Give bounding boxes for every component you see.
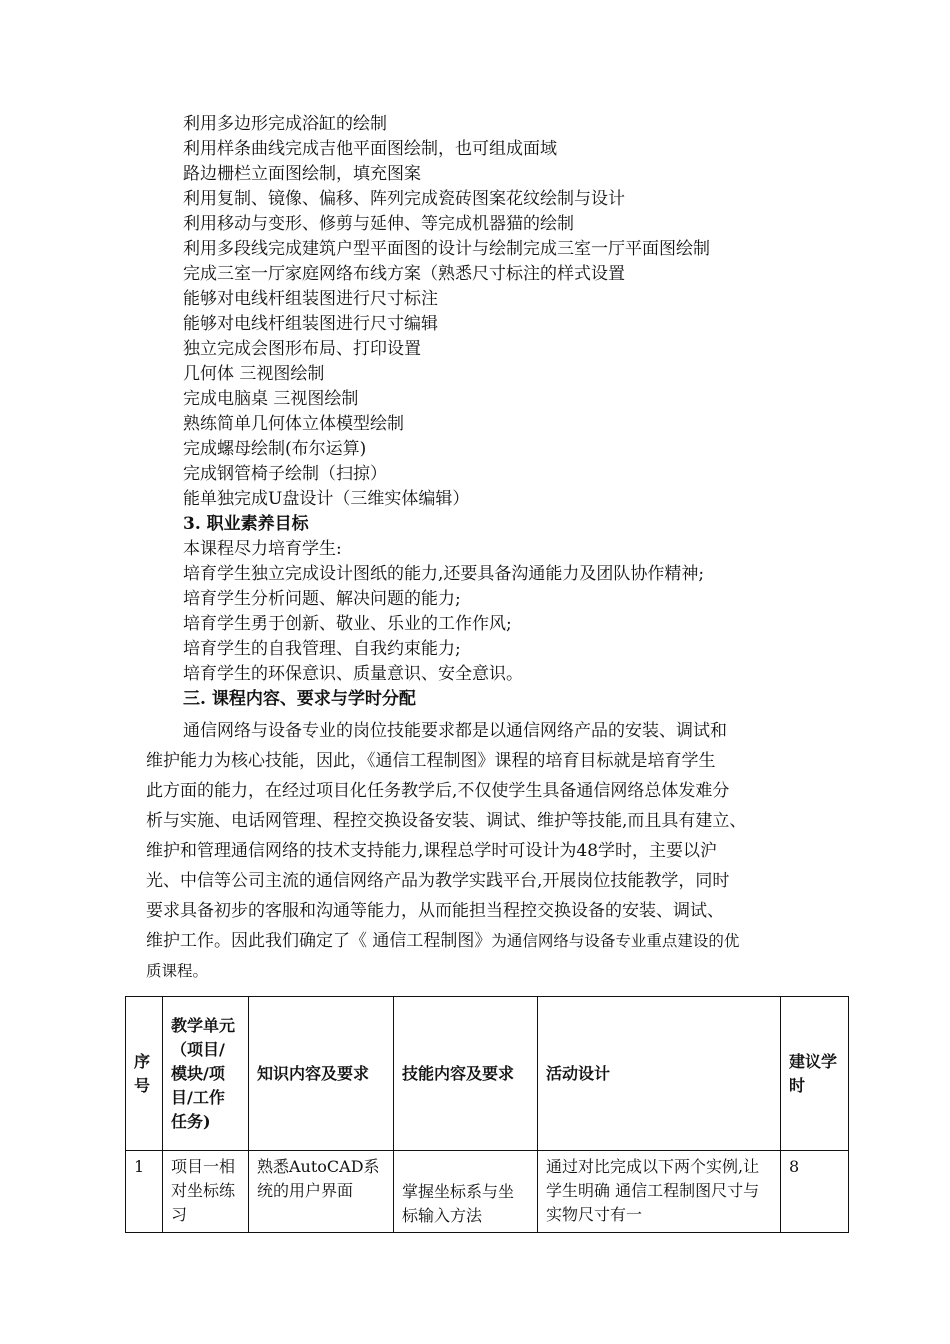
header-skill: 技能内容及要求 [394, 997, 538, 1151]
list-item: 利用样条曲线完成吉他平面图绘制，也可组成面域 [183, 139, 557, 159]
list-item: 路边栅栏立面图绘制，填充图案 [183, 164, 421, 184]
paragraph-line: 维护和管理通信网络的技术支持能力,课程总学时可设计为48学时，主要以沪 [146, 841, 718, 861]
section-heading: 3. 职业素养目标 [183, 514, 309, 534]
list-item: 培育学生独立完成设计图纸的能力,还要具备沟通能力及团队协作精神; [183, 564, 705, 584]
paragraph-line: 通信网络与设备专业的岗位技能要求都是以通信网络产品的安装、调试和 [183, 721, 727, 741]
table-row [126, 1151, 849, 1233]
list-item: 利用多边形完成浴缸的绘制 [183, 114, 387, 134]
cell-activity: 通过对比完成以下两个实例,让学生明确 通信工程制图尺寸与实物尺寸有一 [538, 1151, 781, 1233]
list-item: 几何体 三视图绘制 [183, 364, 325, 384]
paragraph-line: 光、中信等公司主流的通信网络产品为教学实践平台,开展岗位技能教学，同时 [146, 871, 730, 891]
paragraph-line: 此方面的能力，在经过项目化任务教学后,不仅使学生具备通信网络总体发难分 [146, 781, 730, 801]
table-header-row [126, 997, 849, 1151]
list-item: 能够对电线杆组装图进行尺寸标注 [183, 289, 438, 309]
paragraph-line: 要求具备初步的客服和沟通等能力，从而能担当程控交换设备的安装、调试、 [146, 901, 724, 921]
list-item: 培育学生的自我管理、自我约束能力; [183, 639, 461, 659]
list-item: 能单独完成U盘设计（三维实体编辑） [183, 489, 470, 509]
list-item: 完成电脑桌 三视图绘制 [183, 389, 359, 409]
course-table [125, 996, 849, 1233]
paragraph-line [146, 926, 739, 956]
paragraph-line: 维护能力为核心技能，因此，《通信工程制图》课程的培育目标就是培育学生 [146, 751, 716, 771]
chapter-heading: 三. 课程内容、要求与学时分配 [183, 689, 416, 709]
paragraph-text-tail: 为通信网络与设备专业重点建设的优 [491, 932, 740, 950]
cell-skill: 掌握坐标系与坐标输入方法 [394, 1151, 538, 1233]
list-item: 利用多段线完成建筑户型平面图的设计与绘制完成三室一厅平面图绘制 [183, 239, 710, 259]
header-knowledge: 知识内容及要求 [249, 997, 394, 1151]
header-seq: 序号 [126, 997, 163, 1151]
section-intro: 本课程尽力培育学生: [183, 539, 342, 559]
list-item: 利用复制、镜像、偏移、阵列完成瓷砖图案花纹绘制与设计 [183, 189, 625, 209]
cell-seq: 1 [126, 1151, 163, 1233]
header-unit: 教学单元（项目/模块/项目/工作任务) [163, 997, 249, 1151]
list-item: 完成三室一厅家庭网络布线方案（熟悉尺寸标注的样式设置 [183, 264, 625, 284]
cell-unit: 项目一相对坐标练习 [163, 1151, 249, 1233]
list-item: 熟练简单几何体立体模型绘制 [183, 414, 404, 434]
cell-hours: 8 [781, 1151, 849, 1233]
paragraph-line: 质课程。 [146, 962, 209, 980]
list-item: 培育学生勇于创新、敬业、乐业的工作作风; [183, 614, 512, 634]
header-activity: 活动设计 [538, 997, 781, 1151]
list-item: 利用移动与变形、修剪与延伸、等完成机器猫的绘制 [183, 214, 574, 234]
list-item: 独立完成会图形布局、打印设置 [183, 339, 421, 359]
paragraph-line: 析与实施、电话网管理、程控交换设备安装、调试、维护等技能,而且具有建立、 [146, 811, 747, 831]
list-item: 完成螺母绘制(布尔运算) [183, 439, 367, 459]
cell-knowledge: 熟悉AutoCAD系统的用户界面 [249, 1151, 394, 1233]
list-item: 完成钢管椅子绘制（扫掠） [183, 464, 387, 484]
list-item: 培育学生的环保意识、质量意识、安全意识。 [183, 664, 523, 684]
header-hours: 建议学时 [781, 997, 849, 1151]
list-item: 培育学生分析问题、解决问题的能力; [183, 589, 461, 609]
list-item: 能够对电线杆组装图进行尺寸编辑 [183, 314, 438, 334]
paragraph-text: 维护工作。因此我们确定了《 通信工程制图》 [146, 931, 492, 951]
